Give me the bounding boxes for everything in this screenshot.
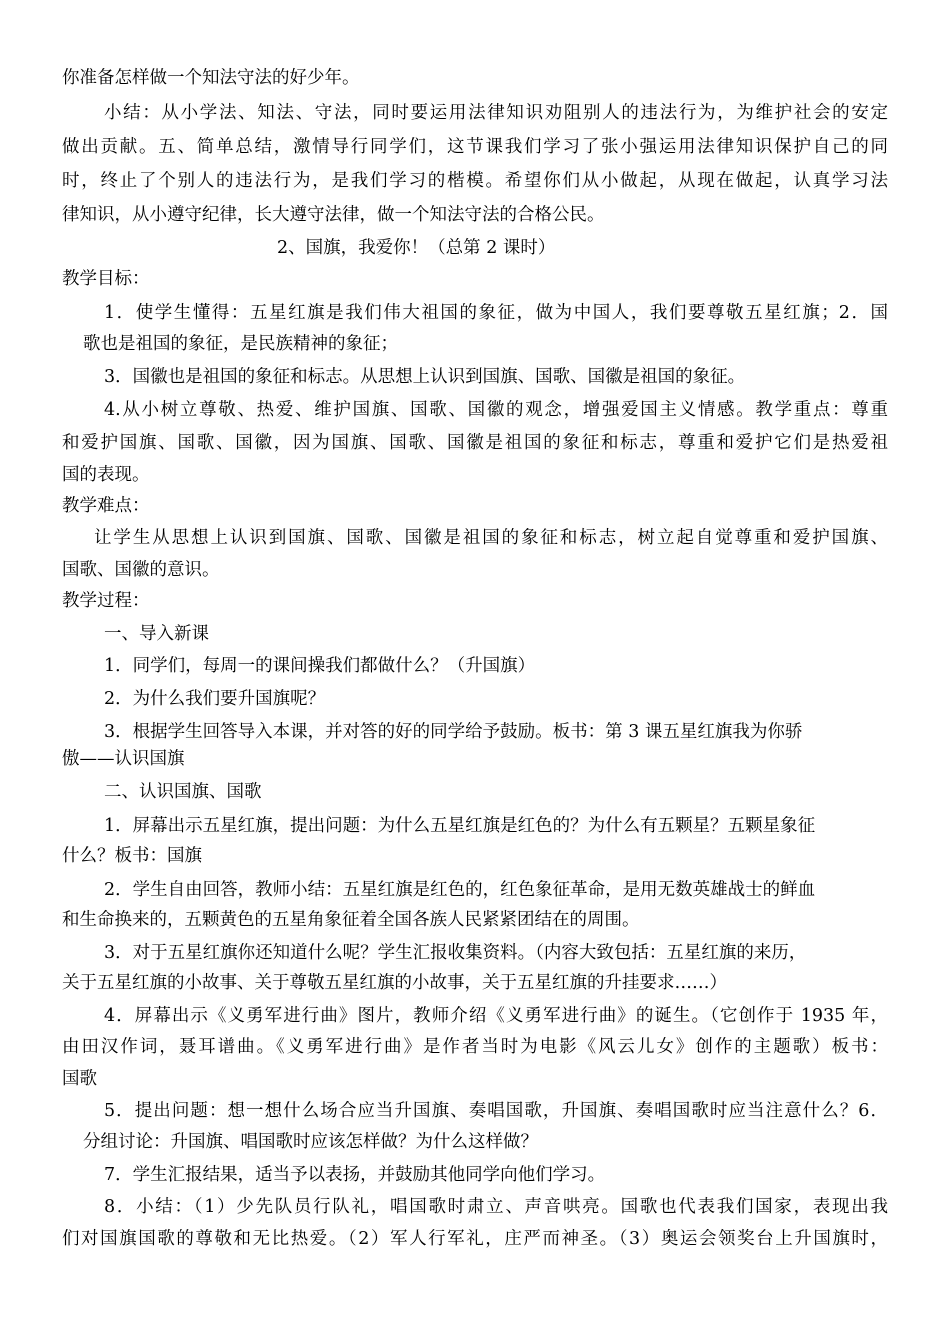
text-line: 什么？板书：国旗 [62, 846, 202, 866]
text-line: 4．屏幕出示《义勇军进行曲》图片，教师介绍《义勇军进行曲》的诞生。（它创作于 1935 年， [104, 1006, 888, 1026]
text-line: 时，终止了个别人的违法行为，是我们学习的楷模。希望你们从小做起，从现在做起，认真学习法 [62, 171, 888, 191]
text-line: 律知识，从小遵守纪律，长大遵守法律，做一个知法守法的合格公民。 [62, 205, 605, 225]
text-line: 关于五星红旗的小故事、关于尊敬五星红旗的小故事，关于五星红旗的升挂要求……） [62, 973, 727, 993]
text-line: 2．学生自由回答，教师小结：五星红旗是红色的，红色象征革命，是用无数英雄战士的鲜血 [104, 880, 816, 900]
text-line: 们对国旗国歌的尊敬和无比热爱。（2）军人行军礼，庄严而神圣。（3）奥运会领奖台上升国旗时， [62, 1229, 888, 1249]
subsection-heading: 一、导入新课 [104, 624, 209, 644]
text-line: 3．根据学生回答导入本课，并对答的好的同学给予鼓励。板书：第 3 课五星红旗我为你骄 [104, 722, 803, 742]
text-line: 国的表现。 [62, 465, 150, 485]
text-line: 做出贡献。五、简单总结，激情导行同学们，这节课我们学习了张小强运用法律知识保护自己的同 [62, 137, 888, 157]
text-line: 和生命换来的，五颗黄色的五星角象征着全国各族人民紧紧团结在的周围。 [62, 910, 640, 930]
text-line: 4.从小树立尊敬、热爱、维护国旗、国歌、国徽的观念，增强爱国主义情感。教学重点：尊重 [104, 400, 888, 420]
text-line: 国歌、国徽的意识。 [62, 560, 220, 580]
subsection-heading: 二、认识国旗、国歌 [104, 782, 262, 802]
section-title: 2、国旗，我爱你！（总第 2 课时） [277, 238, 556, 258]
text-line: 歌也是祖国的象征，是民族精神的象征； [83, 334, 398, 354]
section-heading: 教学难点： [62, 496, 150, 516]
text-line: 分组讨论：升国旗、唱国歌时应该怎样做？为什么这样做？ [83, 1132, 538, 1152]
text-line: 小结：从小学法、知法、守法，同时要运用法律知识劝阻别人的违法行为，为维护社会的安定 [104, 103, 888, 123]
text-line: 1．屏幕出示五星红旗，提出问题：为什么五星红旗是红色的？为什么有五颗星？五颗星象征 [104, 816, 816, 836]
text-line: 让学生从思想上认识到国旗、国歌、国徽是祖国的象征和标志，树立起自觉尊重和爱护国旗、 [94, 528, 888, 548]
section-heading: 教学目标： [62, 269, 150, 289]
text-line: 傲——认识国旗 [62, 749, 185, 769]
text-line: 国歌 [62, 1069, 97, 1089]
text-line: 8．小结：（1）少先队员行队礼，唱国歌时肃立、声音哄亮。国歌也代表我们国家，表现出我 [104, 1197, 888, 1217]
text-line: 1．同学们，每周一的课间操我们都做什么？（升国旗） [104, 656, 536, 676]
text-line: 由田汉作词，聂耳谱曲。《义勇军进行曲》是作者当时为电影《风云儿女》创作的主题歌）板书： [62, 1037, 888, 1057]
section-heading: 教学过程： [62, 591, 150, 611]
text-line: 你准备怎样做一个知法守法的好少年。 [62, 68, 360, 88]
text-line: 2．为什么我们要升国旗呢？ [104, 689, 326, 709]
text-line: 1．使学生懂得：五星红旗是我们伟大祖国的象征，做为中国人，我们要尊敬五星红旗；2．国 [104, 303, 888, 323]
text-line: 3．国徽也是祖国的象征和标志。从思想上认识到国旗、国歌、国徽是祖国的象征。 [104, 367, 746, 387]
text-line: 和爱护国旗、国歌、国徽，因为国旗、国歌、国徽是祖国的象征和标志，尊重和爱护它们是热爱祖 [62, 433, 888, 453]
text-line: 3．对于五星红旗你还知道什么呢？学生汇报收集资料。（内容大致包括：五星红旗的来历， [104, 943, 807, 963]
text-line: 5．提出问题：想一想什么场合应当升国旗、奏唱国歌，升国旗、奏唱国歌时应当注意什么？6． [104, 1101, 888, 1121]
text-line: 7．学生汇报结果，适当予以表扬，并鼓励其他同学向他们学习。 [104, 1165, 606, 1185]
